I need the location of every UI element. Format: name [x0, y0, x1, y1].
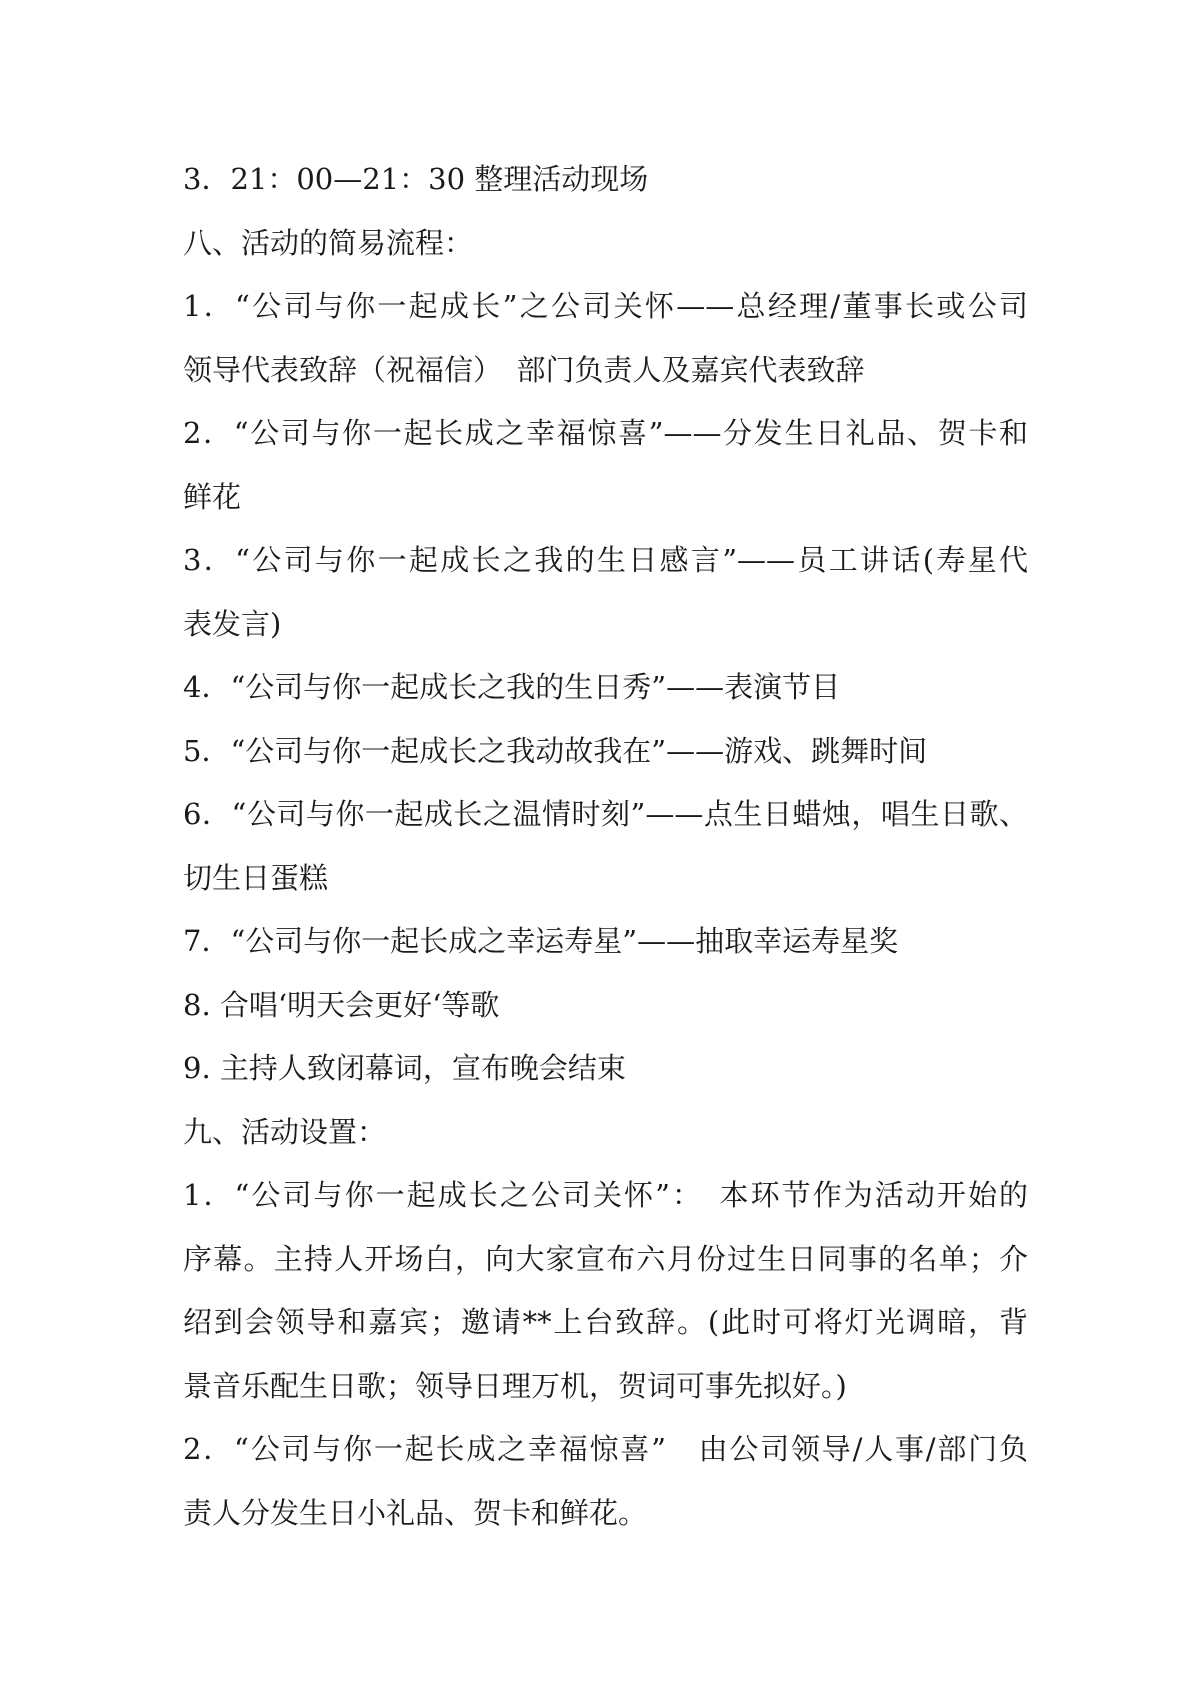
text-line-setup-2a: 2．“公司与你一起长成之幸福惊喜” 由公司领导/人事/部门负 [183, 1432, 1028, 1466]
text-line-process-9: 9. 主持人致闭幕词，宣布晚会结束 [183, 1051, 626, 1085]
text-line-process-6a: 6．“公司与你一起成长之温情时刻”——点生日蜡烛，唱生日歌、 [183, 797, 1028, 831]
text-line-setup-1a: 1．“公司与你一起成长之公司关怀”： 本环节作为活动开始的 [183, 1178, 1028, 1212]
section-heading-activity-setup: 九、活动设置： [183, 1114, 387, 1149]
text-line-process-1a: 1．“公司与你一起成长”之公司关怀——总经理/董事长或公司 [183, 289, 1028, 323]
text-line-process-1b: 领导代表致辞（祝福信） 部门负责人及嘉宾代表致辞 [183, 352, 865, 387]
text-line-setup-2b: 责人分发生日小礼品、贺卡和鲜花。 [183, 1495, 648, 1530]
text-line-schedule-item-3: 3．21：00—21：30 整理活动现场 [183, 162, 649, 196]
text-line-setup-1d: 景音乐配生日歌；领导日理万机，贺词可事先拟好。) [183, 1368, 847, 1403]
text-line-process-2a: 2．“公司与你一起长成之幸福惊喜”——分发生日礼品、贺卡和 [183, 416, 1028, 450]
text-line-process-2b: 鲜花 [183, 479, 242, 514]
text-line-process-5: 5．“公司与你一起成长之我动故我在”——游戏、跳舞时间 [183, 733, 928, 768]
text-line-process-3b: 表发言) [183, 606, 282, 641]
document-body [183, 148, 1028, 1545]
text-line-setup-1c: 绍到会领导和嘉宾；邀请**上台致辞。(此时可将灯光调暗，背 [183, 1305, 1028, 1339]
text-line-process-3a: 3．“公司与你一起成长之我的生日感言”——员工讲话(寿星代 [183, 543, 1028, 577]
section-heading-simple-process: 八、活动的简易流程： [183, 225, 474, 260]
text-line-process-7: 7．“公司与你一起长成之幸运寿星”——抽取幸运寿星奖 [183, 924, 899, 958]
text-line-process-6b: 切生日蛋糕 [183, 860, 329, 895]
text-line-process-8: 8. 合唱‘明天会更好‘等歌 [183, 987, 500, 1022]
text-line-process-4: 4．“公司与你一起成长之我的生日秀”——表演节目 [183, 670, 841, 704]
text-line-setup-1b: 序幕。主持人开场白，向大家宣布六月份过生日同事的名单；介 [183, 1241, 1028, 1276]
